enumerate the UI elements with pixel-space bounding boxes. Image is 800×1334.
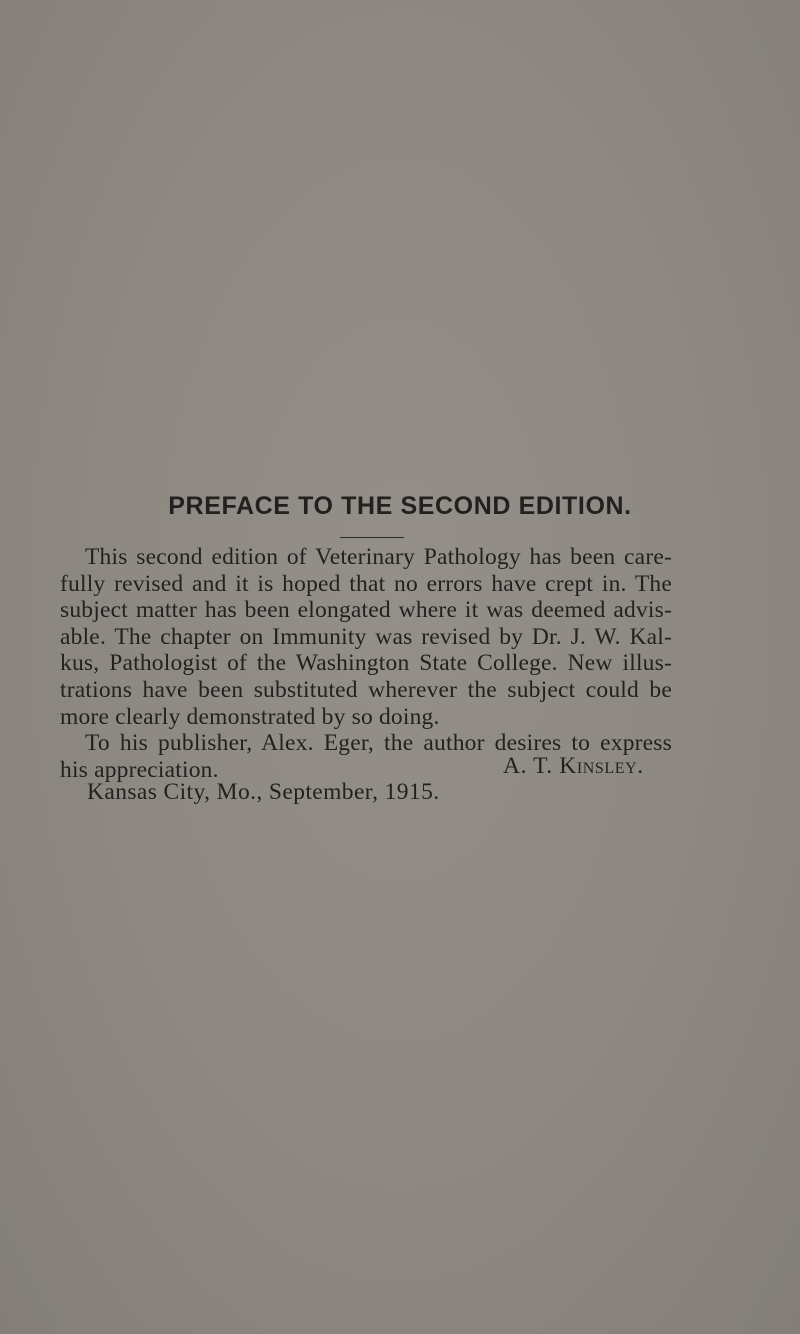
paragraph-line: more clearly demonstrated by so doing. (60, 703, 440, 730)
paragraph-line: subject matter has been elongated where it was deemed advis- (60, 597, 672, 624)
paragraph-line: kus, Pathologist of the Washington State College. New illus- (60, 650, 672, 677)
place-date-line: Kansas City, Mo., September, 1915. (87, 779, 440, 805)
preface-heading: PREFACE TO THE SECOND EDITION. (168, 492, 632, 520)
preface-paragraph (60, 544, 672, 783)
paragraph-line: able. The chapter on Immunity was revised by Dr. J. W. Kal- (60, 623, 672, 650)
paragraph-line: To his publisher, Alex. Eger, the author desires to express (85, 730, 672, 757)
paragraph-line: trations have been substituted wherever the subject could be (60, 676, 672, 703)
paragraph-line: fully revised and it is hoped that no errors have crept in. The (60, 570, 672, 597)
author-name: A. T. Kinsley. (503, 753, 644, 779)
author-signature (503, 753, 644, 779)
paragraph-line: his appreciation. (60, 756, 219, 783)
heading-rule (340, 537, 404, 538)
paragraph-line: This second edition of Veterinary Pathology has been care- (85, 544, 672, 570)
